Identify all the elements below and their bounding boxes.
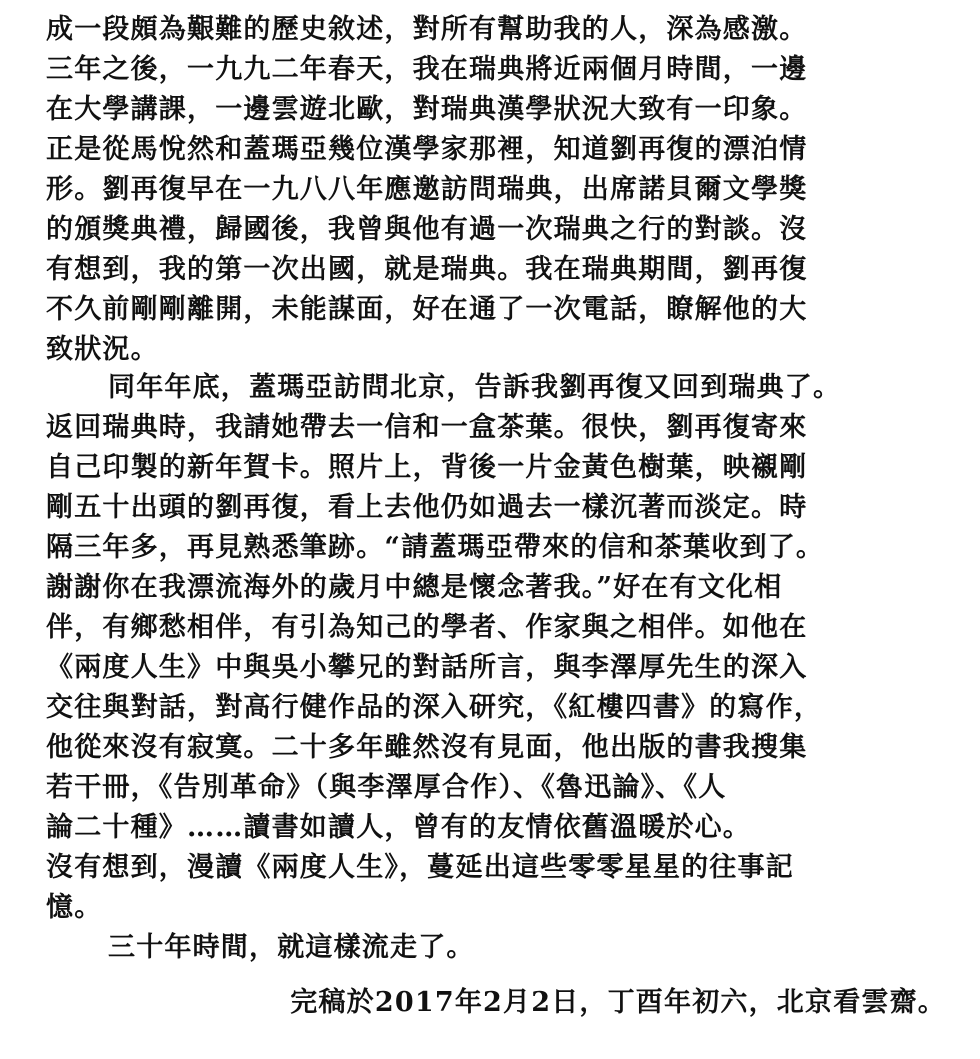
text-line-21: 論二十種》……讀書如讀人，曾有的友情依舊溫暖於心。 xyxy=(46,812,751,843)
text-line-23: 憶。 xyxy=(46,892,103,923)
text-line-5: 形。劉再復早在一九八八年應邀訪問瑞典，出席諾貝爾文學獎 xyxy=(46,174,808,205)
text-line-6: 的頒獎典禮，歸國後，我曾與他有過一次瑞典之行的對談。沒 xyxy=(46,214,808,245)
text-line-20: 若干冊，《告別革命》（與李澤厚合作）、《魯迅論》、《人 xyxy=(46,772,727,803)
text-line-16: 伴，有鄉愁相伴，有引為知己的學者、作家與之相伴。如他在 xyxy=(46,612,808,643)
text-line-7: 有想到，我的第一次出國，就是瑞典。我在瑞典期間，劉再復 xyxy=(46,254,808,285)
text-line-1: 成一段頗為艱難的歷史敘述，對所有幫助我的人，深為感激。 xyxy=(46,14,808,45)
text-line-4: 正是從馬悅然和蓋瑪亞幾位漢學家那裡，知道劉再復的漂泊情 xyxy=(46,134,808,165)
text-line-18: 交往與對話，對高行健作品的深入研究，《紅樓四書》的寫作， xyxy=(46,692,823,723)
text-line-11: 返回瑞典時，我請她帶去一信和一盒茶葉。很快，劉再復寄來 xyxy=(46,412,808,443)
text-line-10: 同年年底，蓋瑪亞訪問北京，告訴我劉再復又回到瑞典了。 xyxy=(108,372,842,403)
text-line-15: 謝謝你在我漂流海外的歲月中總是懷念著我。”好在有文化相 xyxy=(46,572,783,603)
text-line-3: 在大學講課，一邊雲遊北歐，對瑞典漢學狀況大致有一印象。 xyxy=(46,94,808,125)
text-line-12: 自己印製的新年賀卡。照片上，背後一片金黃色樹葉，映襯剛 xyxy=(46,452,808,483)
text-line-22: 沒有想到，漫讀《兩度人生》，蔓延出這些零零星星的往事記 xyxy=(46,852,794,883)
text-line-19: 他從來沒有寂寞。二十多年雖然沒有見面，他出版的書我搜集 xyxy=(46,732,808,763)
text-line-9: 致狀況。 xyxy=(46,334,159,365)
text-line-17: 《兩度人生》中與吳小攀兄的對話所言，與李澤厚先生的深入 xyxy=(46,652,808,683)
text-line-8: 不久前剛剛離開，未能謀面，好在通了一次電話，瞭解他的大 xyxy=(46,294,808,325)
text-line-14: 隔三年多，再見熟悉筆跡。“請蓋瑪亞帶來的信和茶葉收到了。 xyxy=(46,532,825,563)
text-line-2: 三年之後，一九九二年春天，我在瑞典將近兩個月時間，一邊 xyxy=(46,54,808,85)
signoff-date-line: 完稿於2017年2月2日，丁酉年初六，北京看雲齋。 xyxy=(290,987,946,1018)
text-line-13: 剛五十出頭的劉再復，看上去他仍如過去一樣沉著而淡定。時 xyxy=(46,492,808,523)
text-line-24: 三十年時間，就這樣流走了。 xyxy=(108,932,475,963)
